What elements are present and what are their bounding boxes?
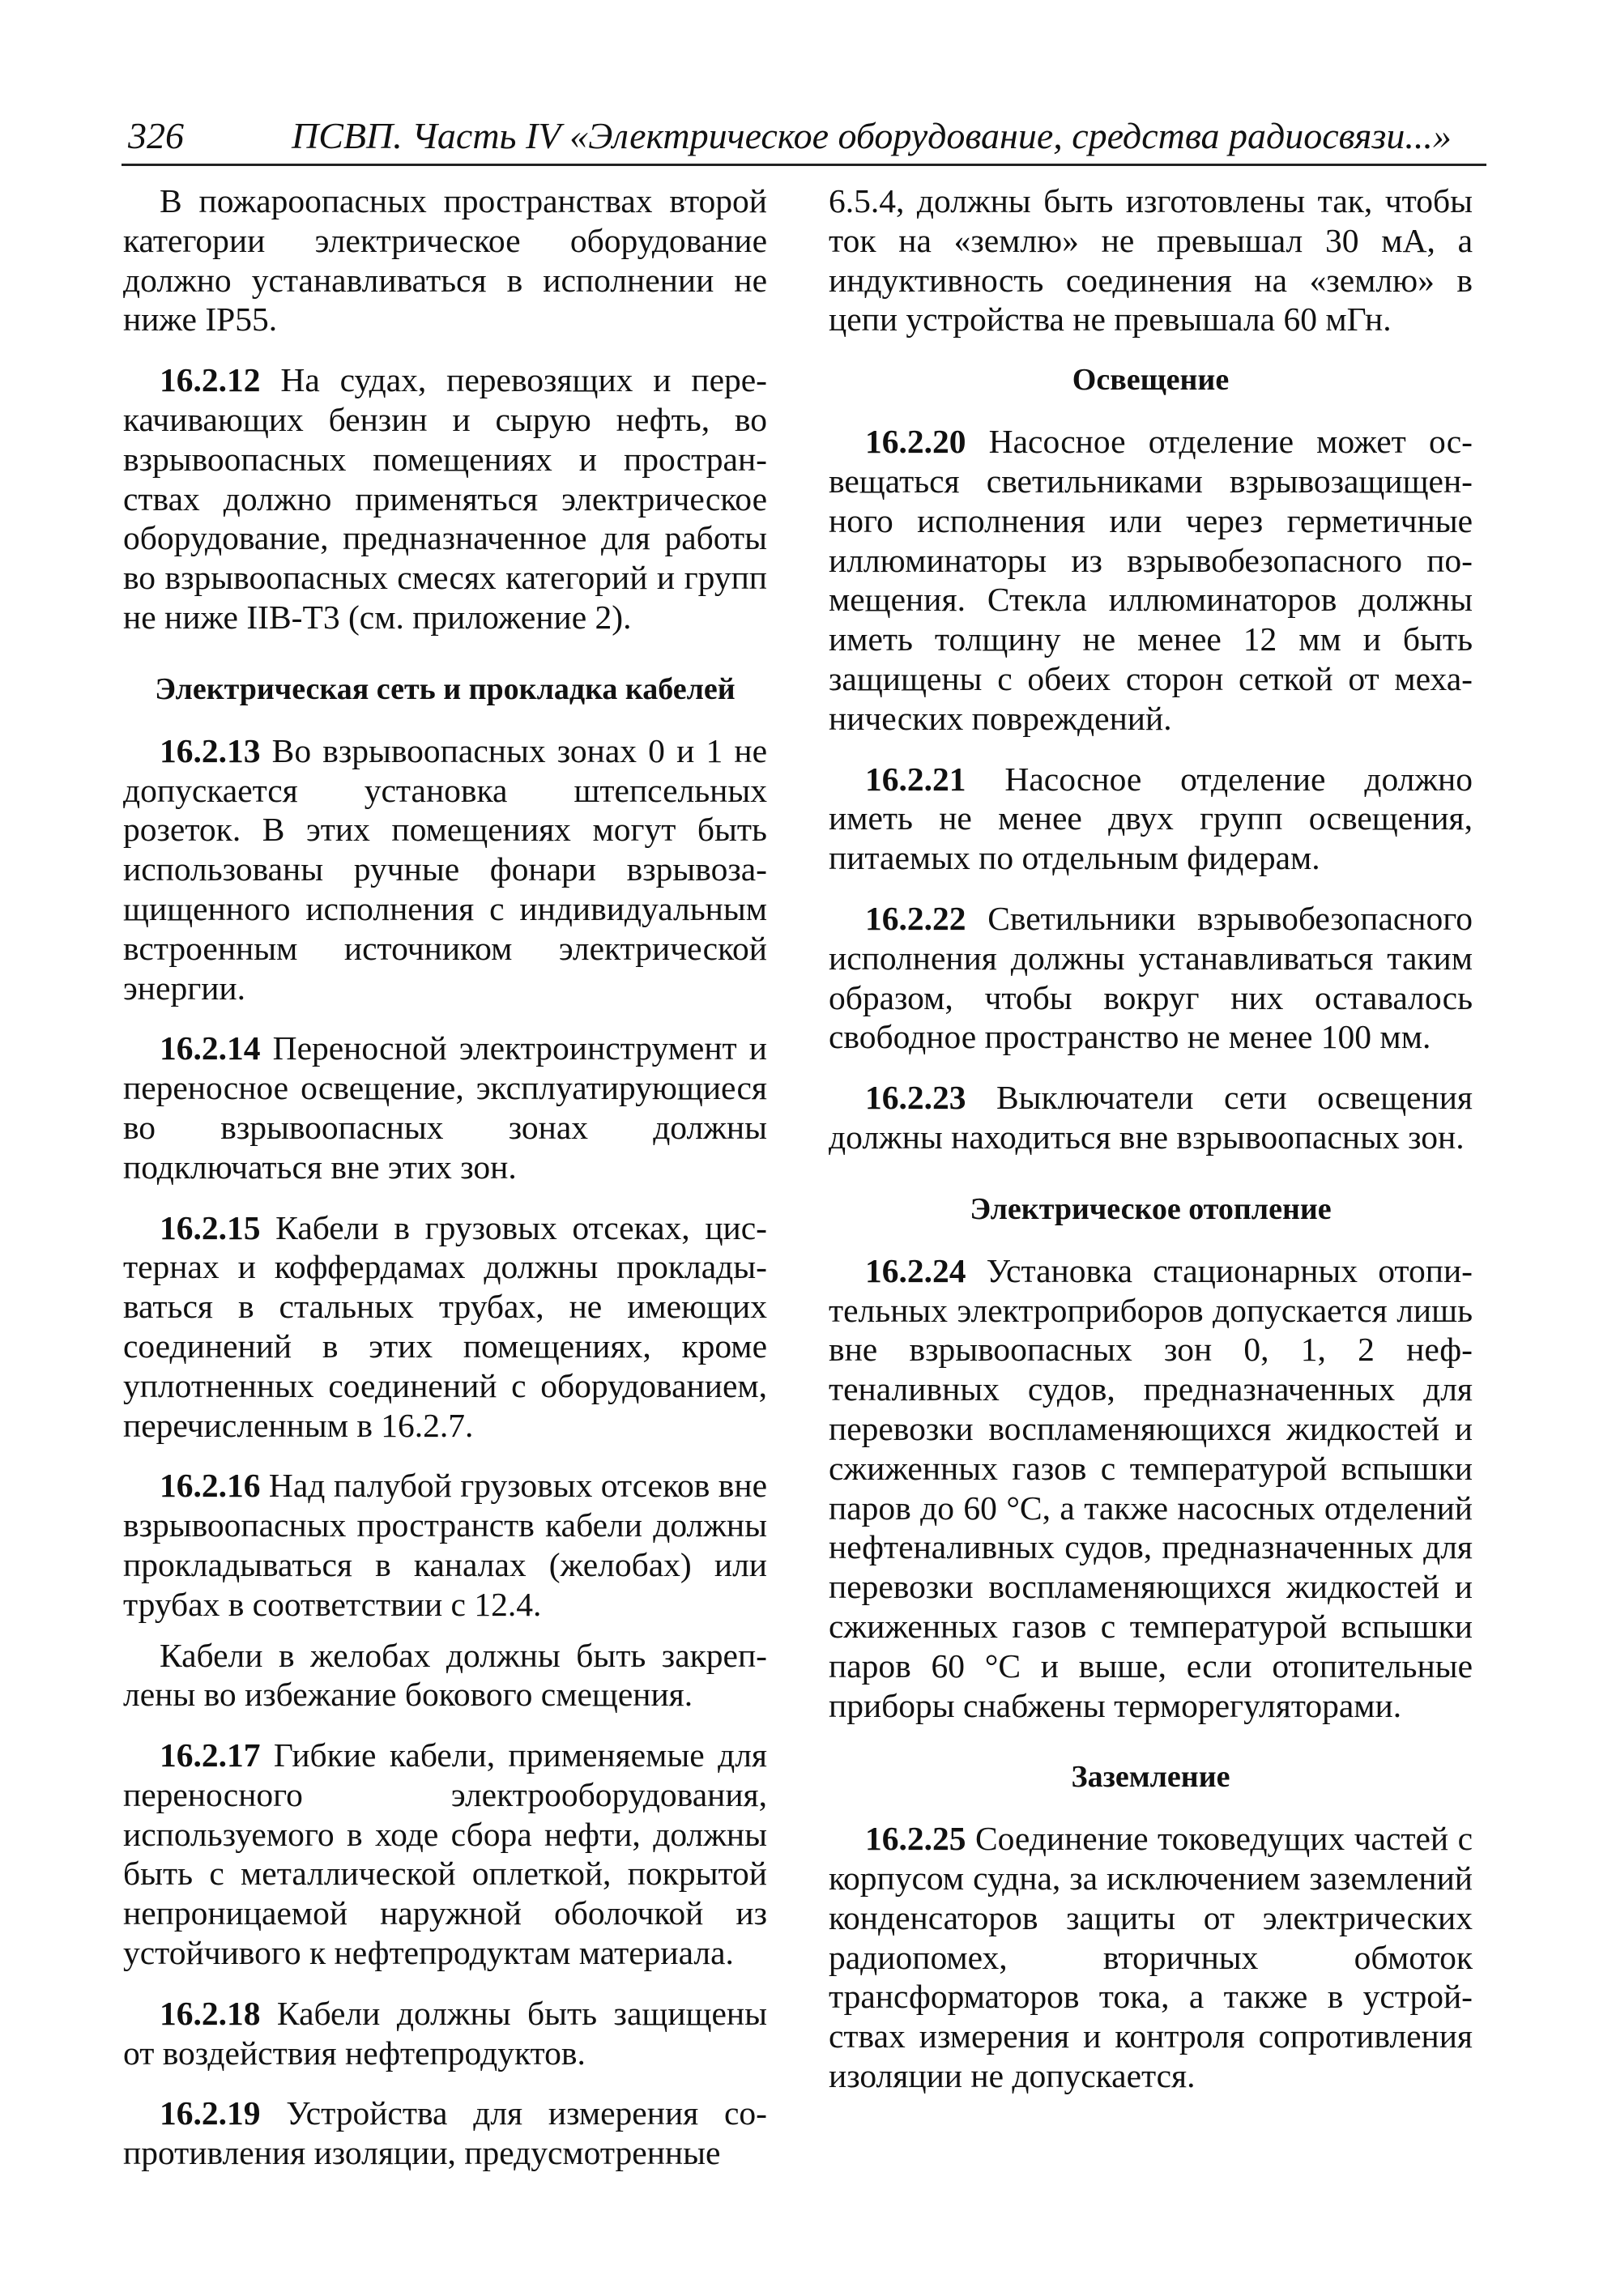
clause-text: Насосное отделение может освещаться светильниками взрывозащищенного исполнения или через герметичные иллюминаторы из взрывобезопасного помещения. Стекла иллюминаторов должны иметь толщину не менее 12 мм и быть защищены с обеих сторон сеткой от механических повреждений. bbox=[829, 423, 1473, 737]
clause-text: Устройства для измерения сопротивления изоляции, предусмотренные bbox=[123, 2094, 767, 2172]
clause-16-2-20 bbox=[829, 422, 1473, 738]
clause-number: 16.2.14 bbox=[160, 1029, 261, 1067]
paragraph-fire-hazard: В пожароопасных пространствах второй категории электрическое оборудование должно устанавливаться в исполнении не ниже IP55. bbox=[123, 182, 767, 339]
clause-16-2-14 bbox=[123, 1029, 767, 1186]
clause-text: Кабели в грузовых отсеках, цистернах и коффердамах должны прокладываться в стальных трубах, не имеющих соединений в этих помещениях, кроме уплотненных соединений с оборудованием, перечисленным в 16.2.7. bbox=[123, 1208, 767, 1444]
clause-16-2-21 bbox=[829, 760, 1473, 878]
clause-16-2-25 bbox=[829, 1819, 1473, 2096]
clause-text: Гибкие кабели, применяемые для переносного электрооборудования, используемого в ходе сбора нефти, должны быть с металлической оплеткой, покрытой непроницаемой наружной оболочкой из устойчивого к нефтепродуктам материала. bbox=[123, 1736, 767, 1972]
clause-number: 16.2.12 bbox=[160, 361, 261, 399]
running-title: ПСВП. Часть IV «Электрическое оборудование, средства радиосвязи...» bbox=[292, 115, 1452, 156]
clause-text: Над палубой грузовых отсеков вне взрывоопасных пространств кабели должны прокладываться в каналах (желобах) или трубах в соответствии с 12.4. bbox=[123, 1467, 767, 1623]
heading-electrical-network: Электрическая сеть и прокладка кабелей bbox=[155, 671, 736, 706]
clause-number: 16.2.17 bbox=[160, 1736, 261, 1774]
clause-number: 16.2.18 bbox=[160, 1994, 261, 2032]
clause-number: 16.2.13 bbox=[160, 731, 261, 769]
heading-lighting: Освещение bbox=[1072, 363, 1230, 398]
clause-number: 16.2.16 bbox=[160, 1467, 261, 1505]
clause-text: Установка стационарных отопительных электроприборов допускается лишь вне взрывоопасных зон 0, 1, 2 нефтеналивных судов, предназначенных для перевозки воспламеняющихся жидкостей и сжиженных газов с температурой вспышки паров до 60 °С, а также насосных отделений нефтеналивных судов, предназначенных для перевозки воспламеняющихся жидкостей и сжиженных газов с температурой вспышки паров 60 °С и выше, если отопительные приборы снабжены терморегуляторами. bbox=[829, 1251, 1473, 1724]
clause-16-2-18 bbox=[123, 1994, 767, 2073]
clause-number: 16.2.22 bbox=[865, 899, 966, 937]
clause-text: Светильники взрывобезопасного исполнения должны устанавливаться таким образом, чтобы вокруг них оставалось свободное пространство не менее 100 мм. bbox=[829, 899, 1473, 1056]
clause-text: Соединение токоведущих частей с корпусом судна, за исключением заземлений конденсаторов защиты от электрических радиопомех, вторичных обмоток трансформаторов тока, а также в устройствах измерения и контроля сопротивления изоляции не допускается. bbox=[829, 1820, 1473, 2095]
clause-16-2-19-continued: 6.5.4, должны быть изготовлены так, чтобы ток на «землю» не превышал 30 мА, а индуктивность соединения на «землю» в цепи устройства не превышала 60 мГн. bbox=[829, 182, 1473, 339]
heading-grounding: Заземление bbox=[1071, 1760, 1230, 1795]
clause-text: Переносной электроинструмент и переносное освещение, эксплуатирующиеся во взрывоопасных зонах должны подключаться вне этих зон. bbox=[123, 1029, 767, 1186]
page-header bbox=[122, 112, 1486, 166]
clause-number: 16.2.20 bbox=[865, 423, 966, 461]
clause-16-2-23 bbox=[829, 1078, 1473, 1157]
clause-number: 16.2.23 bbox=[865, 1079, 966, 1117]
clause-text: Во взрывоопасных зонах 0 и 1 не допускается установка штепсельных розеток. В этих помещениях могут быть использованы ручные фонари взрывозащищенного исполнения с индивидуальным встроенным источником электрической энергии. bbox=[123, 731, 767, 1007]
clause-16-2-24 bbox=[829, 1251, 1473, 1726]
clause-text: Выключатели сети освещения должны находиться вне взрывоопасных зон. bbox=[829, 1079, 1473, 1156]
paragraph-cable-trays: Кабели в желобах должны быть закреплены во избежание бокового смещения. bbox=[123, 1636, 767, 1714]
right-column bbox=[829, 181, 1473, 2117]
clause-text: Кабели должны быть защищены от воздействия нефтепродуктов. bbox=[123, 1994, 767, 2072]
clause-number: 16.2.21 bbox=[865, 760, 966, 798]
clause-number: 16.2.19 bbox=[160, 2094, 261, 2132]
clause-number: 16.2.15 bbox=[160, 1208, 261, 1246]
clause-16-2-17 bbox=[123, 1736, 767, 1973]
clause-number: 16.2.24 bbox=[865, 1251, 966, 1289]
left-column bbox=[123, 181, 767, 2194]
clause-16-2-15 bbox=[123, 1208, 767, 1446]
clause-16-2-22 bbox=[829, 899, 1473, 1057]
clause-16-2-12 bbox=[123, 360, 767, 637]
page-number: 326 bbox=[128, 115, 184, 156]
clause-16-2-16 bbox=[123, 1466, 767, 1624]
clause-text: На судах, перевозящих и перекачивающих бензин и сырую нефть, во взрывоопасных помещениях и пространствах должно применяться электрическое оборудование, предназначенное для работы во взрывоопасных смесях категорий и групп не ниже IIB-T3 (см. приложение 2). bbox=[123, 361, 767, 636]
heading-electric-heating: Электрическое отопление bbox=[970, 1191, 1332, 1226]
clause-text: Насосное отделение должно иметь не менее двух групп освещения, питаемых по отдельным фидерам. bbox=[829, 760, 1473, 877]
clause-16-2-13 bbox=[123, 731, 767, 1008]
clause-16-2-19 bbox=[123, 2094, 767, 2173]
clause-number: 16.2.25 bbox=[865, 1820, 966, 1858]
